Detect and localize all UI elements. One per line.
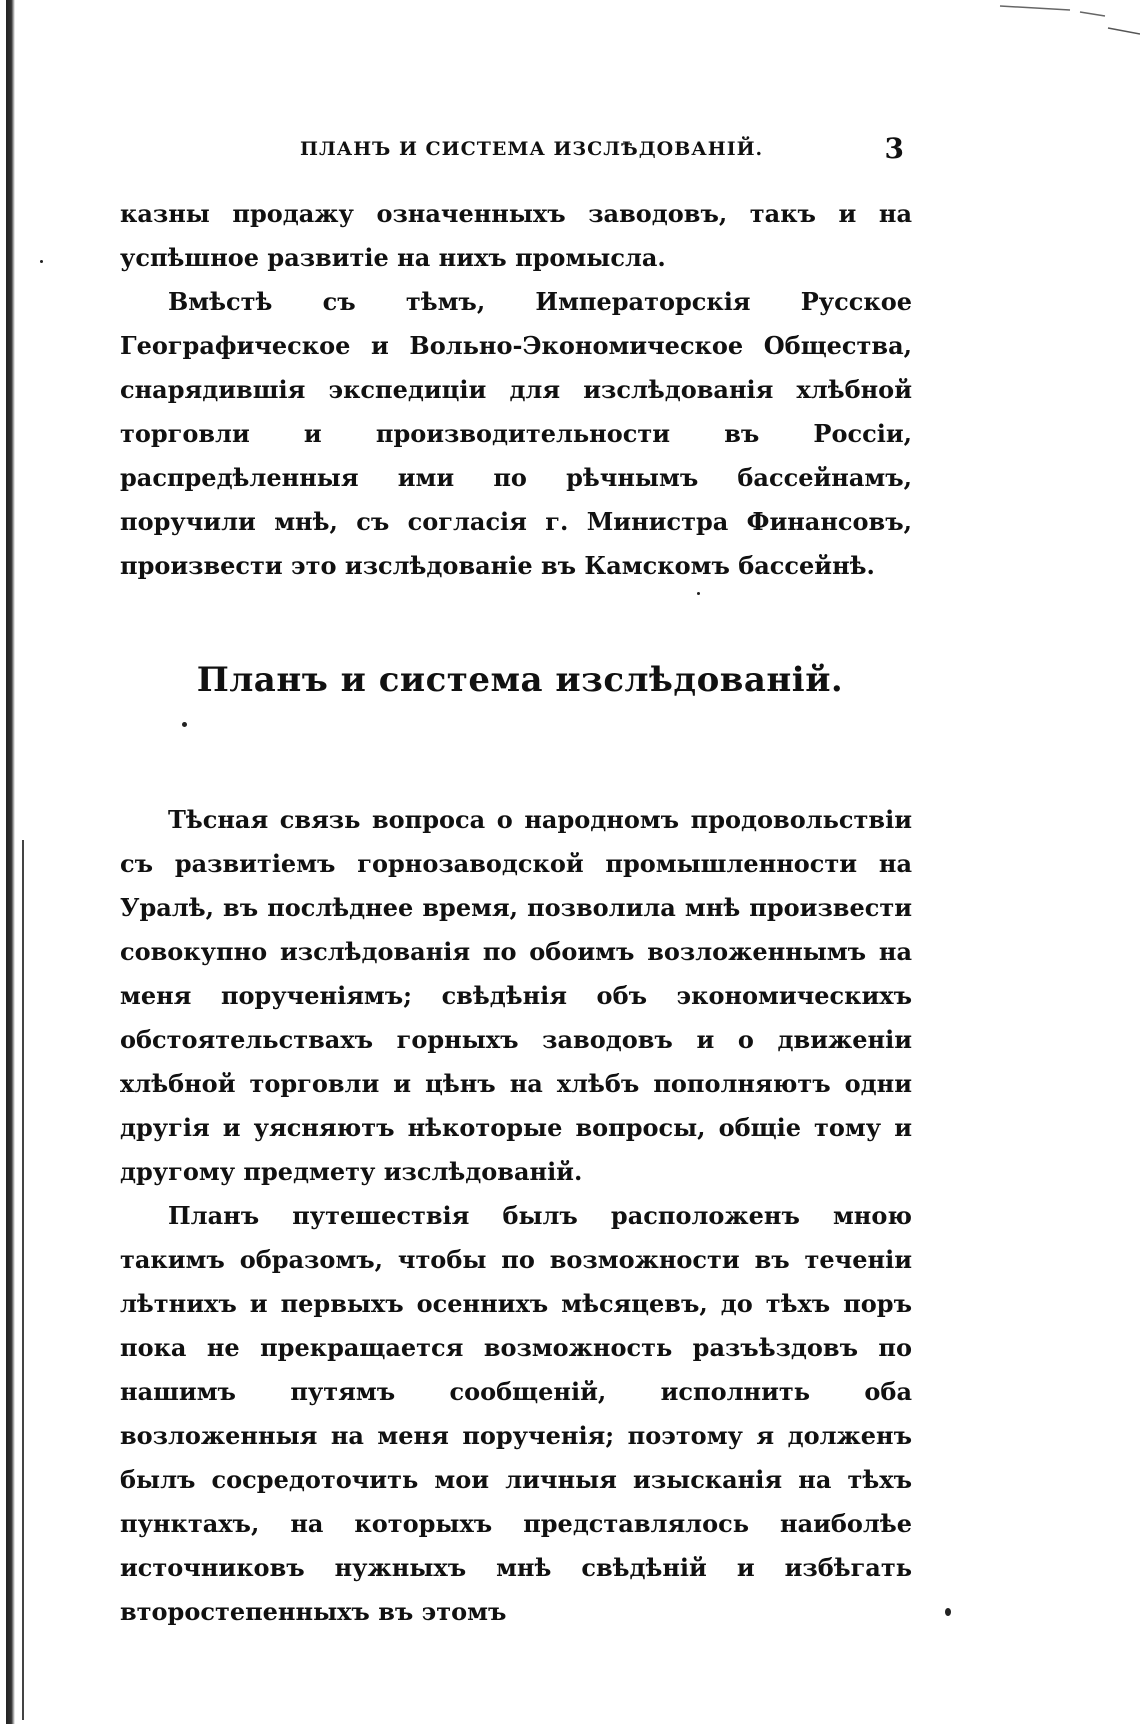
scan-speck [182, 722, 187, 727]
paragraph: Тѣсная связь вопроса о народномъ продовольствіи съ развитіемъ горнозаводской промышленности на Уралѣ, въ послѣднее время, позволила мнѣ произвести совокупно изслѣдованія по обоимъ возложеннымъ на меня порученіямъ; свѣдѣнія объ экономическихъ обстоятельствахъ горныхъ заводовъ и о движеніи хлѣбной торговли и цѣнъ на хлѣбъ пополняютъ одни другія и уясняютъ нѣкоторые вопросы, общіе тому и другому предмету изслѣдованій. [120, 805, 912, 1186]
paragraph: Планъ путешествія былъ расположенъ мною такимъ образомъ, чтобы по возможности въ теченіи лѣтнихъ и первыхъ осеннихъ мѣсяцевъ, до тѣхъ поръ пока не прекращается возможность разъѣздовъ по нашимъ путямъ сообщеній, исполнить оба возложенныя на меня порученія; поэтому я долженъ былъ сосредоточить мои личныя изысканія на тѣхъ пунктахъ, на которыхъ представлялось наиболѣе источниковъ нужныхъ мнѣ свѣдѣній и избѣгать второстепенныхъ въ этомъ [120, 1201, 912, 1626]
paragraph: Вмѣстѣ съ тѣмъ, Императорскія Русское Географическое и Вольно-Экономическое Общества, снарядившія экспедиціи для изслѣдованія хлѣбной торговли и производительности въ Россіи, распредѣленныя ими по рѣчнымъ бассейнамъ, поручили мнѣ, съ согласія г. Министра Финансовъ, произвести это изслѣдованіе въ Камскомъ бассейнѣ. [120, 287, 912, 580]
scan-speck [945, 1608, 951, 1616]
scan-speck [697, 592, 700, 595]
page-number: 3 [884, 132, 904, 165]
page-header [120, 132, 920, 172]
text-block-bottom [120, 798, 912, 1634]
text-block-top [120, 192, 912, 588]
section-title: Планъ и система изслѣдованій. [196, 660, 844, 700]
scan-edge-left [6, 0, 15, 1724]
scan-edge-line [22, 840, 24, 1720]
scan-corner-marks [940, 0, 1140, 60]
scan-speck [40, 260, 43, 263]
paragraph: казны продажу означенныхъ заводовъ, такъ и на успѣшное развитіе на нихъ промысла. [120, 199, 912, 272]
running-head: ПЛАНЪ И СИСТЕМА ИЗСЛѢДОВАНІЙ. [300, 138, 764, 160]
